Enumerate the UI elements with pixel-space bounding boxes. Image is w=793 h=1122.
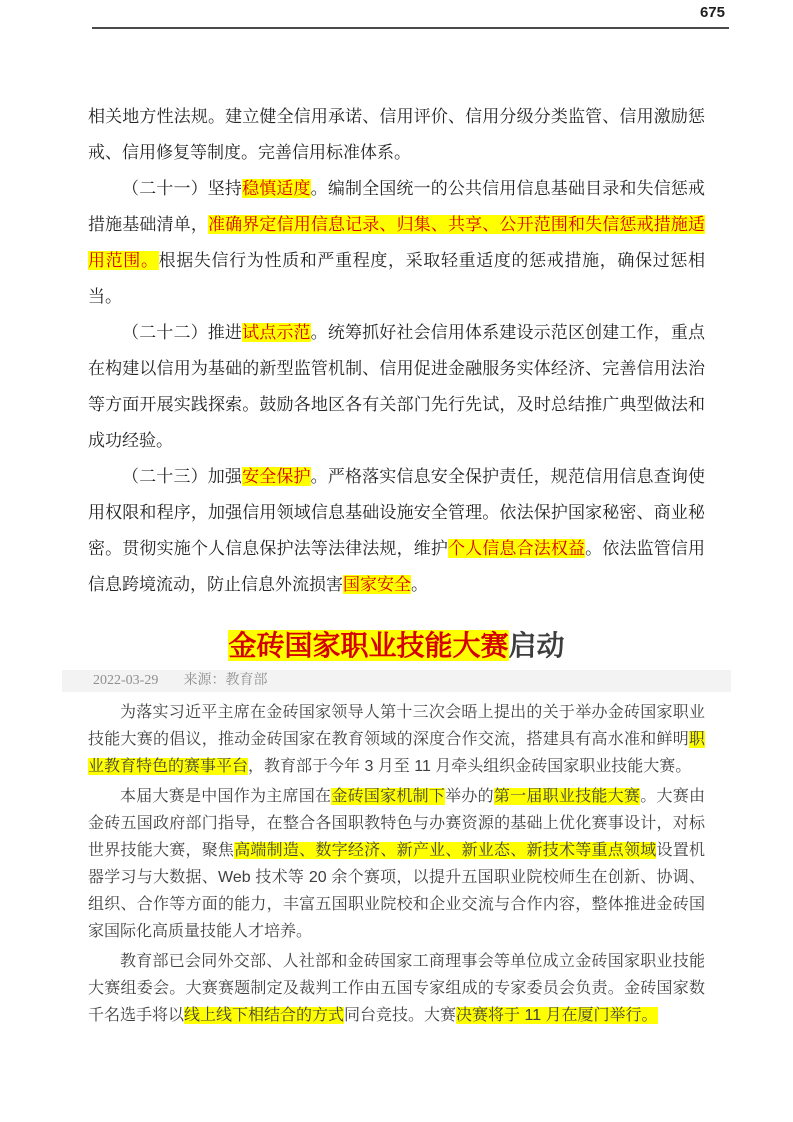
- text-run: 国家安全: [343, 575, 411, 594]
- text-run: 。编制全国统一的公共信用信息基础目录和失信惩戒措施基础清单，: [88, 179, 706, 234]
- text-run: 金砖国家机制下: [331, 788, 446, 805]
- page-header: [0, 0, 793, 29]
- text-run: 同台竞技。大赛: [344, 1007, 457, 1024]
- doc-paragraph: [88, 315, 705, 459]
- text-run: 。依法监管信用信息跨境流动，防止信息外流损害: [88, 539, 706, 594]
- doc-paragraph: [88, 459, 705, 603]
- text-run: 。: [411, 575, 428, 594]
- article-paragraph: [88, 948, 705, 1029]
- article-date: 2022-03-29: [93, 673, 159, 688]
- doc-paragraph: [88, 171, 705, 315]
- text-run: 个人信息合法权益: [448, 539, 586, 558]
- policy-document-section: [88, 99, 705, 603]
- text-run: 。大赛由金砖五国政府部门指导，在整合各国职教特色与办赛资源的基础上优化赛事设计，对标世界技能大赛，聚焦: [88, 788, 705, 859]
- article-source: 来源：教育部: [183, 673, 268, 688]
- text-run: （二十三）加强: [122, 467, 243, 486]
- text-run: 高端制造、数字经济、新产业、新业态、新技术等重点领域: [234, 842, 657, 859]
- text-run: 第一届职业技能大赛: [493, 788, 641, 805]
- text-run: ，教育部于今年 3 月至 11 月牵头组织金砖国家职业技能大赛。: [248, 758, 692, 775]
- text-run: 相关地方性法规。建立健全信用承诺、信用评价、信用分级分类监管、信用激励惩戒、信用修复等制度。完善信用标准体系。: [88, 107, 705, 162]
- text-run: 试点示范: [242, 323, 311, 342]
- text-run: 准确界定信用信息记录、归集、共享、公开范围和失信惩戒措施适用范围。: [88, 215, 705, 270]
- page-number: 675: [699, 4, 725, 21]
- article-title: [88, 627, 705, 665]
- text-run: 启动: [508, 630, 565, 661]
- text-run: 举办的: [445, 788, 494, 805]
- text-run: 职业教育特色的赛事平台: [88, 731, 705, 775]
- text-run: 稳慎适度: [242, 179, 311, 198]
- text-run: （二十一）坚持: [122, 179, 243, 198]
- text-run: 。统筹抓好社会信用体系建设示范区创建工作，重点在构建以信用为基础的新型监管机制、信用促进金融服务实体经济、完善信用法治等方面开展实践探索。鼓励各地区各有关部门先行先试，及时总结推广典型做法和成功经验。: [88, 323, 706, 450]
- doc-paragraph: [88, 99, 705, 171]
- article-paragraph: [88, 699, 705, 780]
- header-rule: [92, 27, 729, 29]
- text-run: 根据失信行为性质和严重程度，采取轻重适度的惩戒措施，确保过惩相当。: [88, 251, 706, 306]
- text-run: 设置机器学习与大数据、Web 技术等 20 余个赛项，以提升五国职业院校师生在创新、协调、组织、合作等方面的能力，丰富五国职业院校和企业交流与合作内容，整体推进金砖国家国际化高质量技能人才培养。: [88, 842, 705, 940]
- text-run: 为落实习近平主席在金砖国家领导人第十三次会晤上提出的关于举办金砖国家职业技能大赛的倡议，推动金砖国家在教育领域的深度合作交流，搭建具有高水准和鲜明: [88, 704, 705, 748]
- article-body: [88, 699, 705, 1029]
- text-run: 教育部已会同外交部、人社部和金砖国家工商理事会等单位成立金砖国家职业技能大赛组委会。大赛赛题制定及裁判工作由五国专家组成的专家委员会负责。金砖国家数千名选手将以: [88, 953, 705, 1024]
- article-meta-bar: [62, 670, 731, 692]
- text-run: 决赛将于 11 月在厦门举行。: [456, 1007, 658, 1024]
- news-article-section: [0, 627, 793, 1029]
- text-run: 安全保护: [242, 467, 311, 486]
- text-run: 。严格落实信息安全保护责任，规范信用信息查询使用权限和程序，加强信用领域信息基础设施安全管理。依法保护国家秘密、商业秘密。贯彻实施个人信息保护法等法律法规，维护: [88, 467, 706, 558]
- article-paragraph: [88, 783, 705, 945]
- text-run: 线上线下相结合的方式: [184, 1007, 345, 1024]
- text-run: 金砖国家职业技能大赛: [228, 630, 509, 661]
- text-run: （二十二）推进: [122, 323, 243, 342]
- text-run: 本届大赛是中国作为主席国在: [120, 788, 332, 805]
